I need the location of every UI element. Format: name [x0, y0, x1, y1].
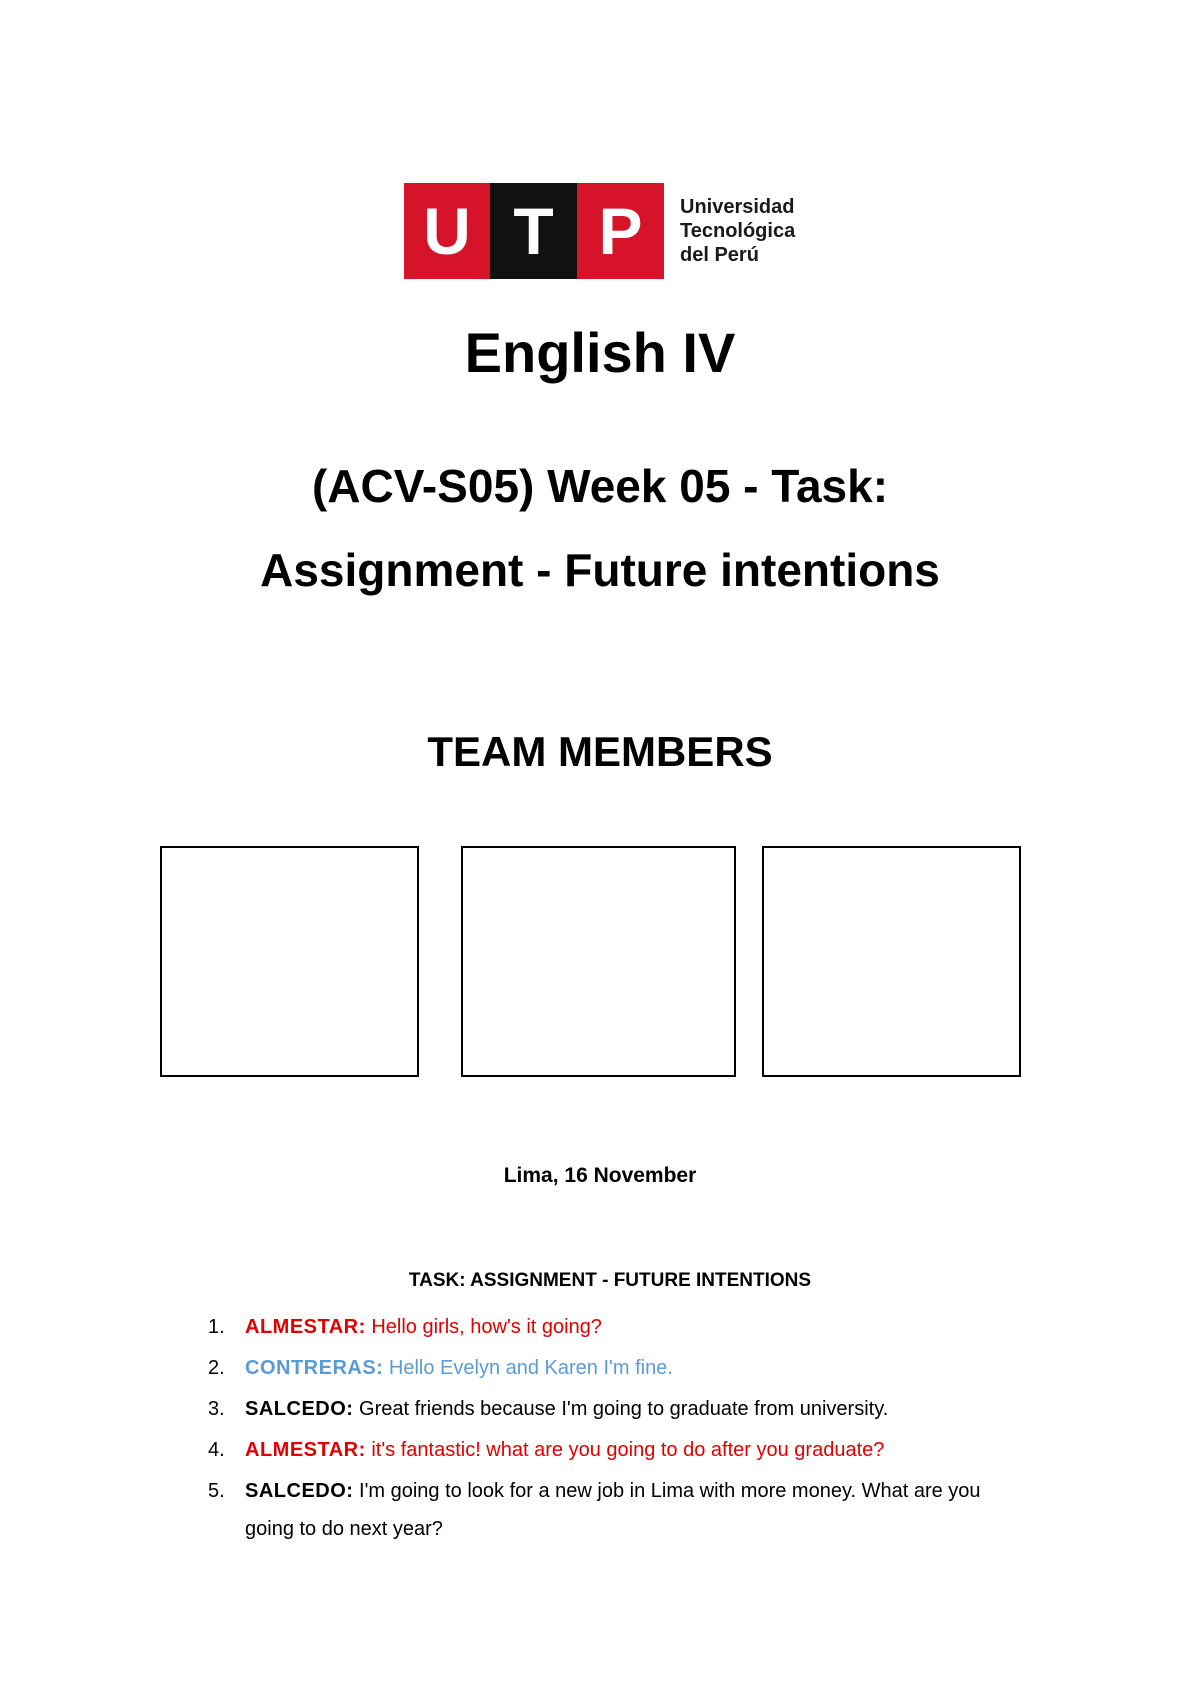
speaker-name: SALCEDO: [245, 1480, 354, 1502]
logo-name-line-2: Tecnológica [680, 220, 796, 242]
line-number: 1. [208, 1316, 225, 1338]
task-heading: TASK: ASSIGNMENT - FUTURE INTENTIONS [408, 1270, 812, 1291]
dialogue-text: it's fantastic! what are you going to do after you graduate? [365, 1439, 885, 1461]
line-number: 2. [208, 1357, 225, 1379]
utp-logo-mark [404, 183, 664, 279]
team-member-photo-box-3 [762, 846, 1021, 1077]
dialogue-text: Hello Evelyn and Karen I'm fine. [383, 1357, 673, 1379]
utp-logo [404, 183, 804, 279]
logo-letter-p: P [577, 183, 664, 279]
dialogue-line [200, 1431, 1030, 1469]
place-date: Lima, 16 November [503, 1164, 697, 1187]
task-title-line-1: (ACV-S05) Week 05 - Task: [311, 460, 889, 512]
team-member-photo-box-1 [160, 846, 419, 1077]
line-number: 4. [208, 1439, 225, 1461]
dialogue-line [200, 1472, 1030, 1548]
logo-name-line-3: del Perú [680, 244, 759, 266]
team-members-heading: TEAM MEMBERS [427, 728, 773, 775]
logo-university-name [680, 195, 810, 267]
speaker-name: ALMESTAR: [245, 1439, 366, 1461]
dialogue-text: I'm going to look for a new job in Lima with more money. What are you going to do next year? [245, 1480, 981, 1540]
course-title: English IV [464, 321, 736, 384]
task-title-line-2: Assignment - Future intentions [260, 544, 940, 596]
dialogue-line [200, 1349, 1030, 1387]
line-number: 3. [208, 1398, 225, 1420]
speaker-name: CONTRERAS: [245, 1357, 384, 1379]
speaker-name: SALCEDO: [245, 1398, 354, 1420]
logo-letter-t: T [490, 183, 577, 279]
dialogue-text: Hello girls, how's it going? [365, 1316, 602, 1338]
team-member-photo-box-2 [461, 846, 736, 1077]
dialogue-list [200, 1308, 1030, 1551]
dialogue-text: Great friends because I'm going to graduate from university. [353, 1398, 889, 1420]
dialogue-line [200, 1308, 1030, 1346]
logo-letter-u: U [404, 183, 490, 279]
speaker-name: ALMESTAR: [245, 1316, 366, 1338]
line-number: 5. [208, 1480, 225, 1502]
logo-name-line-1: Universidad [680, 196, 795, 218]
dialogue-line [200, 1390, 1030, 1428]
